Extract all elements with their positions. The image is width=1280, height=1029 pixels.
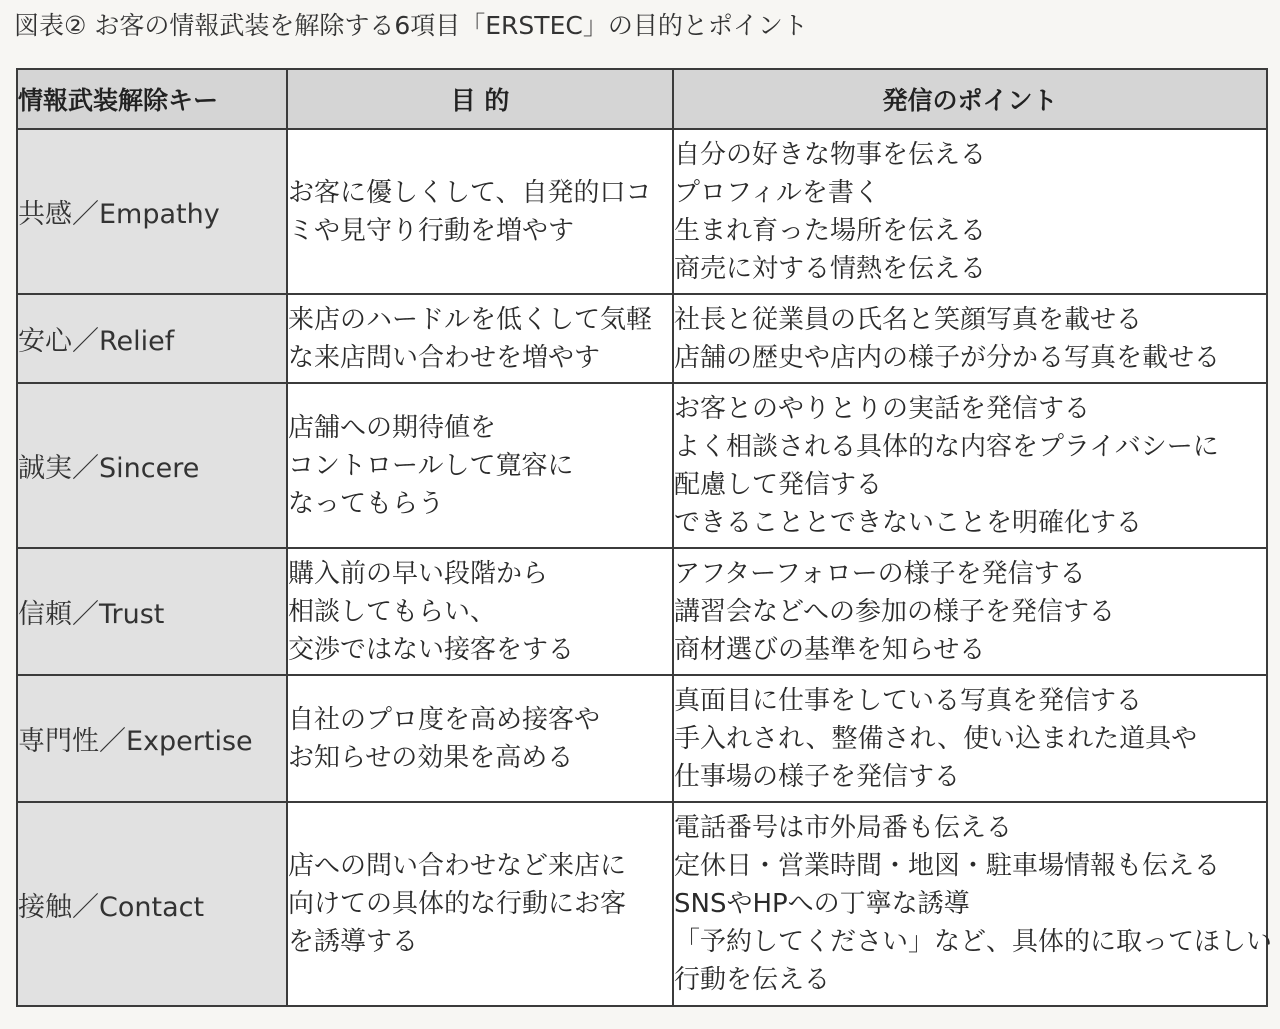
- point-line: SNSやHPへの丁寧な誘導: [674, 889, 970, 919]
- point-line: 講習会などへの参加の様子を発信する: [674, 596, 1115, 627]
- row-key: 接触／Contact: [17, 802, 287, 1006]
- point-line: 手入れされ、整備され、使い込まれた道具や: [674, 723, 1198, 754]
- purpose-line: を誘導する: [288, 927, 419, 957]
- purpose-line: 自社のプロ度を高め接客や: [288, 704, 601, 735]
- row-purpose: [287, 675, 673, 802]
- header-points: 発信のポイント: [673, 69, 1267, 129]
- row-points: [673, 675, 1267, 802]
- table-row: [17, 129, 1267, 294]
- row-key: 専門性／Expertise: [17, 675, 287, 802]
- purpose-line: なってもらう: [288, 488, 445, 519]
- table-row: [17, 675, 1267, 802]
- row-points: [673, 548, 1267, 675]
- point-line: よく相談される具体的な内容をプライバシーに: [674, 431, 1219, 462]
- row-purpose: [287, 548, 673, 675]
- point-line: できることとできないことを明確化する: [674, 507, 1143, 538]
- row-key: 信頼／Trust: [17, 548, 287, 675]
- point-line: 商売に対する情熱を伝える: [674, 253, 987, 284]
- point-line: 仕事場の様子を発信する: [674, 761, 961, 792]
- row-key: 安心／Relief: [17, 294, 287, 383]
- point-line: プロフィルを書く: [674, 177, 880, 208]
- purpose-line: お客に優しくして、自発的口コ: [288, 177, 652, 208]
- figure-caption: 図表② お客の情報武装を解除する6項目「ERSTEC」の目的とポイント: [14, 11, 808, 40]
- row-purpose: [287, 294, 673, 383]
- table-row: [17, 383, 1267, 548]
- purpose-line: 相談してもらい、: [288, 596, 497, 627]
- row-purpose: [287, 383, 673, 548]
- purpose-line: お知らせの効果を高める: [288, 742, 574, 773]
- row-points: [673, 294, 1267, 383]
- purpose-line: な来店問い合わせを増やす: [288, 342, 601, 373]
- header-key: 情報武装解除キー: [17, 69, 287, 129]
- point-line: 「予約してください」など、具体的に取ってほしい: [674, 927, 1273, 957]
- row-key: 誠実／Sincere: [17, 383, 287, 548]
- row-key: 共感／Empathy: [17, 129, 287, 294]
- purpose-line: 向けての具体的な行動にお客: [288, 889, 627, 919]
- row-points: [673, 802, 1273, 1006]
- row-points: [673, 129, 1267, 294]
- row-points: [673, 383, 1267, 548]
- point-line: 店舗の歴史や店内の様子が分かる写真を載せる: [674, 342, 1221, 373]
- table-row: [17, 294, 1267, 383]
- point-line: 商材選びの基準を知らせる: [674, 634, 986, 665]
- point-line: お客とのやりとりの実話を発信する: [674, 393, 1091, 424]
- point-line: 真面目に仕事をしている写真を発信する: [674, 685, 1143, 716]
- point-line: 配慮して発信する: [674, 469, 883, 500]
- header-purpose: 目 的: [287, 69, 673, 129]
- header-row: [17, 69, 1267, 129]
- purpose-line: 店舗への期待値を: [288, 412, 497, 443]
- point-line: 定休日・営業時間・地図・駐車場情報も伝える: [674, 851, 1221, 881]
- erstec-table: [16, 68, 1273, 1007]
- purpose-line: コントロールして寛容に: [288, 450, 574, 481]
- purpose-line: ミや見守り行動を増やす: [288, 215, 575, 246]
- purpose-line: 交渉ではない接客をする: [288, 634, 575, 665]
- purpose-line: 購入前の早い段階から: [288, 558, 549, 589]
- purpose-line: 店への問い合わせなど来店に: [288, 851, 627, 881]
- row-purpose: [287, 129, 673, 294]
- table-row: [17, 548, 1267, 675]
- row-purpose: [287, 802, 673, 1006]
- point-line: 行動を伝える: [674, 965, 831, 995]
- table-row: [17, 802, 1267, 1006]
- point-line: 社長と従業員の氏名と笑顔写真を載せる: [674, 304, 1143, 335]
- point-line: 電話番号は市外局番も伝える: [674, 813, 1013, 843]
- point-line: 生まれ育った場所を伝える: [674, 215, 987, 246]
- point-line: アフターフォローの様子を発信する: [674, 558, 1086, 589]
- point-line: 自分の好きな物事を伝える: [674, 139, 987, 170]
- purpose-line: 来店のハードルを低くして気軽: [288, 304, 653, 335]
